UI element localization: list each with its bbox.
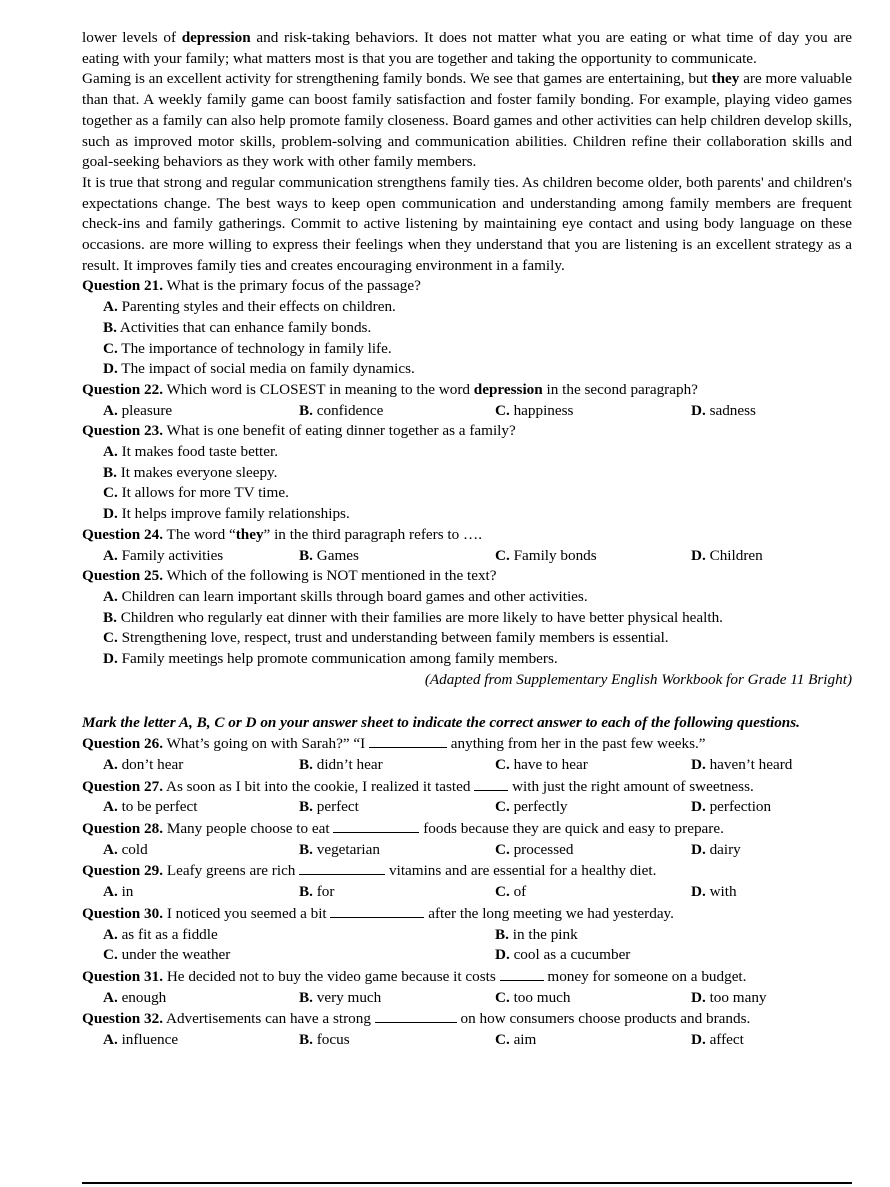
- answer-blank: [299, 860, 385, 875]
- option-b[interactable]: B. confidence: [299, 401, 384, 419]
- option-a[interactable]: A. enough: [103, 988, 167, 1006]
- answer-blank: [333, 818, 419, 833]
- spacer: [82, 691, 852, 713]
- source-citation: (Adapted from Supplementary English Workbook for Grade 11 Bright): [424, 670, 852, 688]
- option-b[interactable]: B. very much: [299, 988, 382, 1006]
- passage-paragraph-1: lower levels of depression and risk-taking behaviors. It does not matter what you are eating or what time of day you are eating with your family; what matters most is that you are together and taking the opportunity to communicate.: [82, 29, 853, 67]
- option-c[interactable]: C. have to hear: [495, 755, 588, 773]
- option-c[interactable]: C. aim: [495, 1031, 537, 1049]
- option-c[interactable]: C. happiness: [495, 401, 574, 419]
- exam-page: [82, 28, 852, 1051]
- option-c[interactable]: C. perfectly: [495, 798, 568, 816]
- question-32: Question 32. Advertisements can have a strong on how consumers choose products and brands.: [82, 1010, 751, 1028]
- option-d[interactable]: D. dairy: [691, 840, 741, 858]
- question-27: Question 27. As soon as I bit into the cookie, I realized it tasted with just the right amount of sweetness.: [82, 777, 754, 795]
- option-c[interactable]: C. Strengthening love, respect, trust and understanding between family members is essential.: [103, 629, 669, 647]
- answer-blank: [369, 733, 447, 748]
- answer-blank: [375, 1008, 457, 1023]
- options-row: [103, 1030, 852, 1051]
- option-b[interactable]: B. vegetarian: [299, 840, 380, 858]
- passage-paragraph-2: Gaming is an excellent activity for strengthening family bonds. We see that games are entertaining, but they are more valuable than that. A weekly family game can boost family satisfaction and foster family bonding. For example, playing video games together as a family can also help promote family closeness. Board games and other activities can help children develop skills, such as improved motor skills, problem-solving and communication abilities. Children refine their collaboration skills and goal-seeking behaviors as they work with other family members.: [82, 70, 852, 171]
- options-row: [103, 840, 852, 861]
- option-b[interactable]: B. perfect: [299, 798, 359, 816]
- option-a[interactable]: A. influence: [103, 1031, 179, 1049]
- answer-blank: [330, 903, 424, 918]
- question-24: Question 24. The word “they” in the third paragraph refers to ….: [82, 525, 482, 543]
- options-row: [103, 755, 852, 776]
- page-bottom-rule: [82, 1182, 852, 1184]
- question-22: Question 22. Which word is CLOSEST in meaning to the word depression in the second paragraph?: [82, 380, 698, 398]
- option-b[interactable]: B. didn’t hear: [299, 755, 383, 773]
- option-d[interactable]: D. perfection: [691, 798, 772, 816]
- option-a[interactable]: A. as fit as a fiddle: [103, 925, 218, 943]
- option-a[interactable]: A. in: [103, 883, 134, 901]
- highlight-word: depression: [181, 29, 251, 46]
- question-30: Question 30. I noticed you seemed a bit after the long meeting we had yesterday.: [82, 904, 674, 922]
- option-d[interactable]: D. with: [691, 883, 737, 901]
- option-a[interactable]: A. to be perfect: [103, 798, 198, 816]
- option-c[interactable]: C. The importance of technology in family life.: [103, 339, 392, 357]
- option-b[interactable]: B. focus: [299, 1031, 350, 1049]
- option-d[interactable]: D. Family meetings help promote communication among family members.: [103, 650, 558, 668]
- option-c[interactable]: C. under the weather: [103, 946, 231, 964]
- option-c[interactable]: C. It allows for more TV time.: [103, 484, 289, 502]
- option-d[interactable]: D. The impact of social media on family dynamics.: [103, 360, 415, 378]
- option-b[interactable]: B. in the pink: [495, 925, 578, 943]
- option-a[interactable]: A. pleasure: [103, 401, 173, 419]
- options-row: [103, 797, 852, 818]
- option-b[interactable]: B. for: [299, 883, 335, 901]
- question-29: Question 29. Leafy greens are rich vitamins and are essential for a healthy diet.: [82, 862, 657, 880]
- option-d[interactable]: D. Children: [691, 546, 763, 564]
- option-d[interactable]: D. too many: [691, 988, 767, 1006]
- question-25: Question 25. Which of the following is NOT mentioned in the text?: [82, 567, 497, 585]
- options-row: [103, 882, 852, 903]
- option-b[interactable]: B. Activities that can enhance family bonds.: [103, 318, 372, 336]
- option-b[interactable]: B. Children who regularly eat dinner with their families are more likely to have better physical health.: [103, 608, 723, 626]
- section-instruction: Mark the letter A, B, C or D on your answer sheet to indicate the correct answer to each of the following questions.: [82, 713, 800, 731]
- options-row: [103, 945, 852, 966]
- option-b[interactable]: B. Games: [299, 546, 359, 564]
- option-a[interactable]: A. Family activities: [103, 546, 224, 564]
- question-23: Question 23. What is one benefit of eating dinner together as a family?: [82, 422, 516, 440]
- question-31: Question 31. He decided not to buy the video game because it costs money for someone on a budget.: [82, 967, 747, 985]
- option-d[interactable]: D. haven’t heard: [691, 755, 793, 773]
- passage-paragraph-3: It is true that strong and regular communication strengthens family ties. As children become older, both parents' and children's expectations change. The best ways to keep open communication and understanding among family members are frequent check-ins and family gatherings. Commit to active listening by maintaining eye contact and using body language on these occasions. are more willing to express their feelings when they understand that you are listening is an excellent strategy as a result. It improves family ties and creates encouraging environment in a family.: [82, 173, 852, 274]
- options-row: [103, 401, 852, 422]
- option-c[interactable]: C. too much: [495, 988, 571, 1006]
- answer-blank: [474, 776, 508, 791]
- question-26: Question 26. What’s going on with Sarah?” “I anything from her in the past few weeks.”: [82, 735, 706, 753]
- question-21: Question 21. What is the primary focus of the passage?: [82, 277, 421, 295]
- option-a[interactable]: A. It makes food taste better.: [103, 443, 279, 461]
- options-row: [103, 925, 852, 946]
- options-row: [103, 988, 852, 1009]
- option-c[interactable]: C. of: [495, 883, 527, 901]
- option-c[interactable]: C. Family bonds: [495, 546, 597, 564]
- question-28: Question 28. Many people choose to eat foods because they are quick and easy to prepare.: [82, 820, 724, 838]
- option-a[interactable]: A. cold: [103, 840, 148, 858]
- option-d[interactable]: D. cool as a cucumber: [495, 946, 631, 964]
- option-d[interactable]: D. It helps improve family relationships.: [103, 505, 350, 523]
- option-d[interactable]: D. sadness: [691, 401, 756, 419]
- option-a[interactable]: A. Parenting styles and their effects on children.: [103, 298, 396, 316]
- option-a[interactable]: A. Children can learn important skills through board games and other activities.: [103, 587, 588, 605]
- option-a[interactable]: A. don’t hear: [103, 755, 184, 773]
- options-row: [103, 546, 852, 567]
- option-b[interactable]: B. It makes everyone sleepy.: [103, 463, 278, 481]
- option-d[interactable]: D. affect: [691, 1031, 744, 1049]
- highlight-word: they: [711, 70, 740, 88]
- option-c[interactable]: C. processed: [495, 840, 574, 858]
- answer-blank: [500, 966, 544, 981]
